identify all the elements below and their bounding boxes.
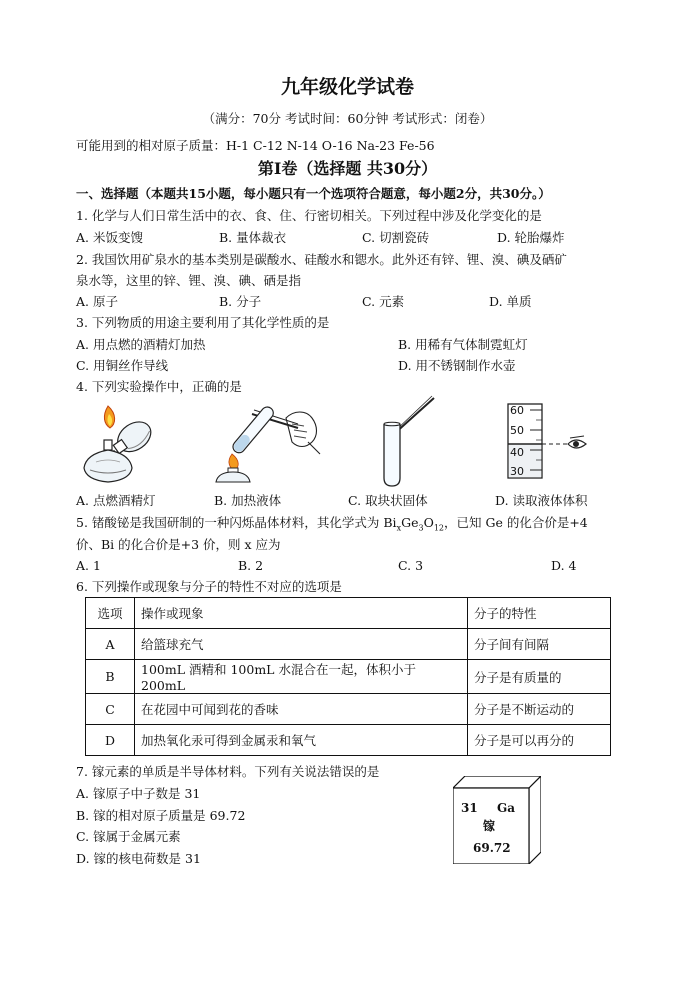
table-cell: 加热氧化汞可得到金属汞和氧气 [135,725,468,756]
q7-stem: 7. 镓元素的单质是半导体材料。下列有关说法错误的是 [76,764,380,779]
alcohol-lamp-lighting-illustration [74,398,170,486]
q7-option-d: D. 镓的核电荷数是 31 [76,851,201,866]
table-cell: 分子是不断运动的 [468,694,611,725]
table-row [86,694,611,725]
q5-option-d: D. 4 [551,558,577,573]
cylinder-label-40: 40 [510,446,524,459]
exam-info: （满分：70分 考试时间：60分钟 考试形式：闭卷） [202,111,493,126]
table-cell: 在花园中可闻到花的香味 [135,694,468,725]
q1-option-c: C. 切割瓷砖 [362,230,430,245]
q1-stem: 1. 化学与人们日常生活中的衣、食、住、行密切相关。下列过程中涉及化学变化的是 [76,208,542,223]
q7-option-a: A. 镓原子中子数是 31 [76,786,201,801]
table-row [86,629,611,660]
q7-option-b: B. 镓的相对原子质量是 69.72 [76,808,246,823]
graduated-cylinder-illustration [500,398,596,482]
table-cell: D [86,725,135,756]
element-number: 31 [461,801,478,815]
q5-stem-line1 [76,515,588,537]
table-header-cell: 选项 [86,598,135,629]
q5-sub-3: 3 [418,523,424,533]
q5-sub-12: 12 [433,523,444,533]
q1-option-d: D. 轮胎爆炸 [497,230,565,245]
atomic-mass-line: 可能用到的相对原子质量：H-1 C-12 N-14 O-16 Na-23 Fe-56 [76,138,435,153]
exam-title: 九年级化学试卷 [280,76,414,98]
gallium-element-tile [453,776,541,864]
q5-sub-x: x [396,523,402,533]
table-cell: 给篮球充气 [135,629,468,660]
cylinder-label-60: 60 [510,404,524,417]
q2-option-c: C. 元素 [362,294,405,309]
q1-option-b: B. 量体裁衣 [219,230,287,245]
table-row [86,725,611,756]
table-cell: 分子是有质量的 [468,660,611,694]
q3-option-b: B. 用稀有气体制霓虹灯 [398,337,528,352]
q7-option-c: C. 镓属于金属元素 [76,829,181,844]
section-title: 第Ⅰ卷（选择题 共30分） [257,159,438,178]
q5-option-a: A. 1 [76,558,101,573]
element-symbol: Ga [497,801,516,815]
cylinder-label-30: 30 [510,465,524,478]
q2-option-b: B. 分子 [219,294,262,309]
q5-option-c: C. 3 [398,558,424,573]
q5-stem-post: ，已知 Ge 的化合价是+4 [444,515,588,530]
q2-stem-line2: 泉水等，这里的锌、锂、溴、碘、硒是指 [76,273,302,288]
q3-option-a: A. 用点燃的酒精灯加热 [76,337,206,352]
q1-option-a: A. 米饭变馊 [76,230,143,245]
block-solid-illustration [376,394,440,488]
q4-option-a: A. 点燃酒精灯 [76,493,156,508]
table-cell: 100mL 酒精和 100mL 水混合在一起，体积小于 200mL [135,660,468,694]
q4-stem: 4. 下列实验操作中，正确的是 [76,379,242,394]
element-name: 镓 [483,819,496,833]
table-cell: C [86,694,135,725]
element-mass: 69.72 [473,841,511,855]
q2-option-d: D. 单质 [489,294,532,309]
table-cell: 分子是可以再分的 [468,725,611,756]
q3-option-d: D. 用不锈钢制作水壶 [398,358,516,373]
q6-stem: 6. 下列操作或现象与分子的特性不对应的选项是 [76,579,342,594]
q5-ge: Ge [401,515,419,530]
q4-option-d: D. 读取液体体积 [495,493,588,508]
table-cell: 分子间有间隔 [468,629,611,660]
q4-option-b: B. 加热液体 [214,493,282,508]
q5-stem-pre: 5. 锗酸铋是我国研制的一种闪烁晶体材料，其化学式为 Bi [76,515,397,530]
q5-option-b: B. 2 [238,558,264,573]
q6-table [85,597,611,756]
table-header-cell: 分子的特性 [468,598,611,629]
table-cell: B [86,660,135,694]
table-cell: A [86,629,135,660]
q2-stem-line1: 2. 我国饮用矿泉水的基本类别是碳酸水、硅酸水和锶水。此外还有锌、锂、溴、碘及硒矿 [76,252,567,267]
q3-option-c: C. 用铜丝作导线 [76,358,169,373]
q2-option-a: A. 原子 [76,294,118,309]
cylinder-label-50: 50 [510,424,524,437]
q5-o: O [423,515,434,530]
q5-stem-line2: 价、Bi 的化合价是+3 价，则 x 应为 [76,537,281,552]
table-header-row [86,598,611,629]
heating-liquid-illustration [208,396,328,488]
table-row [86,660,611,694]
q3-stem: 3. 下列物质的用途主要利用了其化学性质的是 [76,315,330,330]
q4-option-c: C. 取块状固体 [348,493,428,508]
table-header-cell: 操作或现象 [135,598,468,629]
part-heading: 一、选择题（本题共15小题，每小题只有一个选项符合题意，每小题2分，共30分。） [76,186,551,201]
